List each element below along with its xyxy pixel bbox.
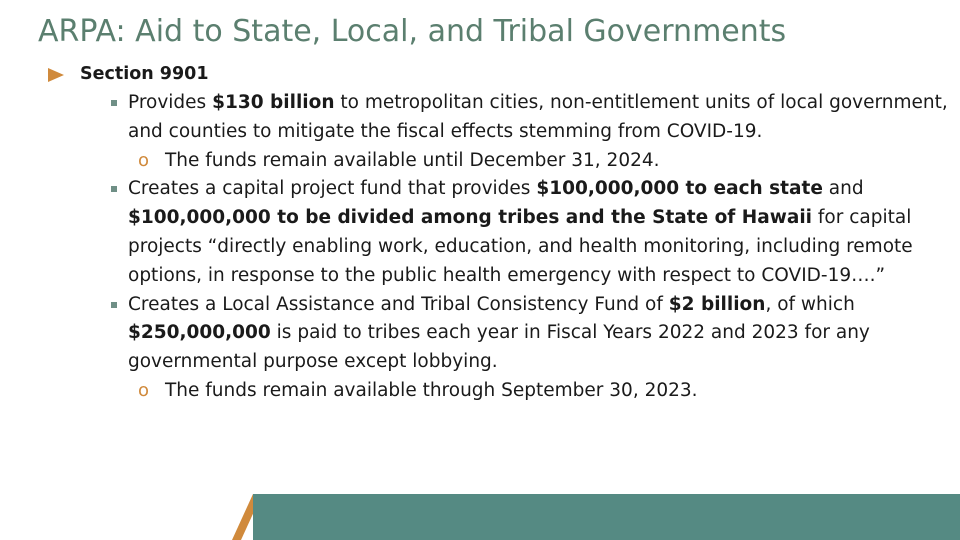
slide-title: ARPA: Aid to State, Local, and Tribal Governments	[38, 14, 787, 49]
bullet-item-2	[48, 175, 948, 290]
section-label: Section 9901	[80, 64, 209, 84]
square-bullet-icon	[111, 302, 117, 308]
bullet-text: Provides	[128, 92, 213, 113]
square-bullet-icon	[111, 186, 117, 192]
section-heading	[48, 60, 948, 89]
footer-bar	[253, 494, 960, 540]
bullet-emphasis: $250,000,000	[128, 322, 271, 344]
square-bullet-icon	[111, 100, 117, 106]
bullet-emphasis: $100,000,000 to each state	[536, 178, 823, 200]
sub-bullet-item-2	[48, 377, 948, 406]
slide-content	[48, 60, 948, 406]
bullet-text: , of which	[765, 293, 855, 315]
circle-bullet-icon: o	[138, 149, 150, 171]
bullet-text: to metropolitan cities, non-entitlement units of local government, and counties to mitigate the fiscal effects stemming from COVID-19.	[128, 92, 948, 142]
bullet-text: for capital projects “directly enabling work, education, and health monitoring, including remote options, in response to the public health emergency with respect to COVID-19….”	[128, 207, 913, 286]
sub-bullet-item-1	[48, 147, 948, 176]
bullet-text: and	[822, 178, 864, 200]
sub-bullet-text: The funds remain available through September 30, 2023.	[165, 379, 698, 401]
arrow-bullet-icon	[48, 68, 64, 82]
bullet-item-3	[48, 291, 948, 377]
sub-bullet-text: The funds remain available until December 31, 2024.	[165, 149, 660, 171]
bullet-emphasis: $100,000,000 to be divided among tribes and the State of Hawaii	[128, 207, 813, 229]
bullet-text: Creates a capital project fund that provides	[128, 178, 537, 200]
bullet-emphasis: $2 billion	[668, 293, 766, 315]
circle-bullet-icon: o	[138, 379, 150, 401]
bullet-item-1	[48, 89, 948, 147]
bullet-text: is paid to tribes each year in Fiscal Years 2022 and 2023 for any governmental purpose except lobbying.	[128, 322, 870, 373]
bullet-emphasis: $130 billion	[212, 92, 335, 113]
bullet-text: Creates a Local Assistance and Tribal Consistency Fund of	[128, 293, 669, 315]
